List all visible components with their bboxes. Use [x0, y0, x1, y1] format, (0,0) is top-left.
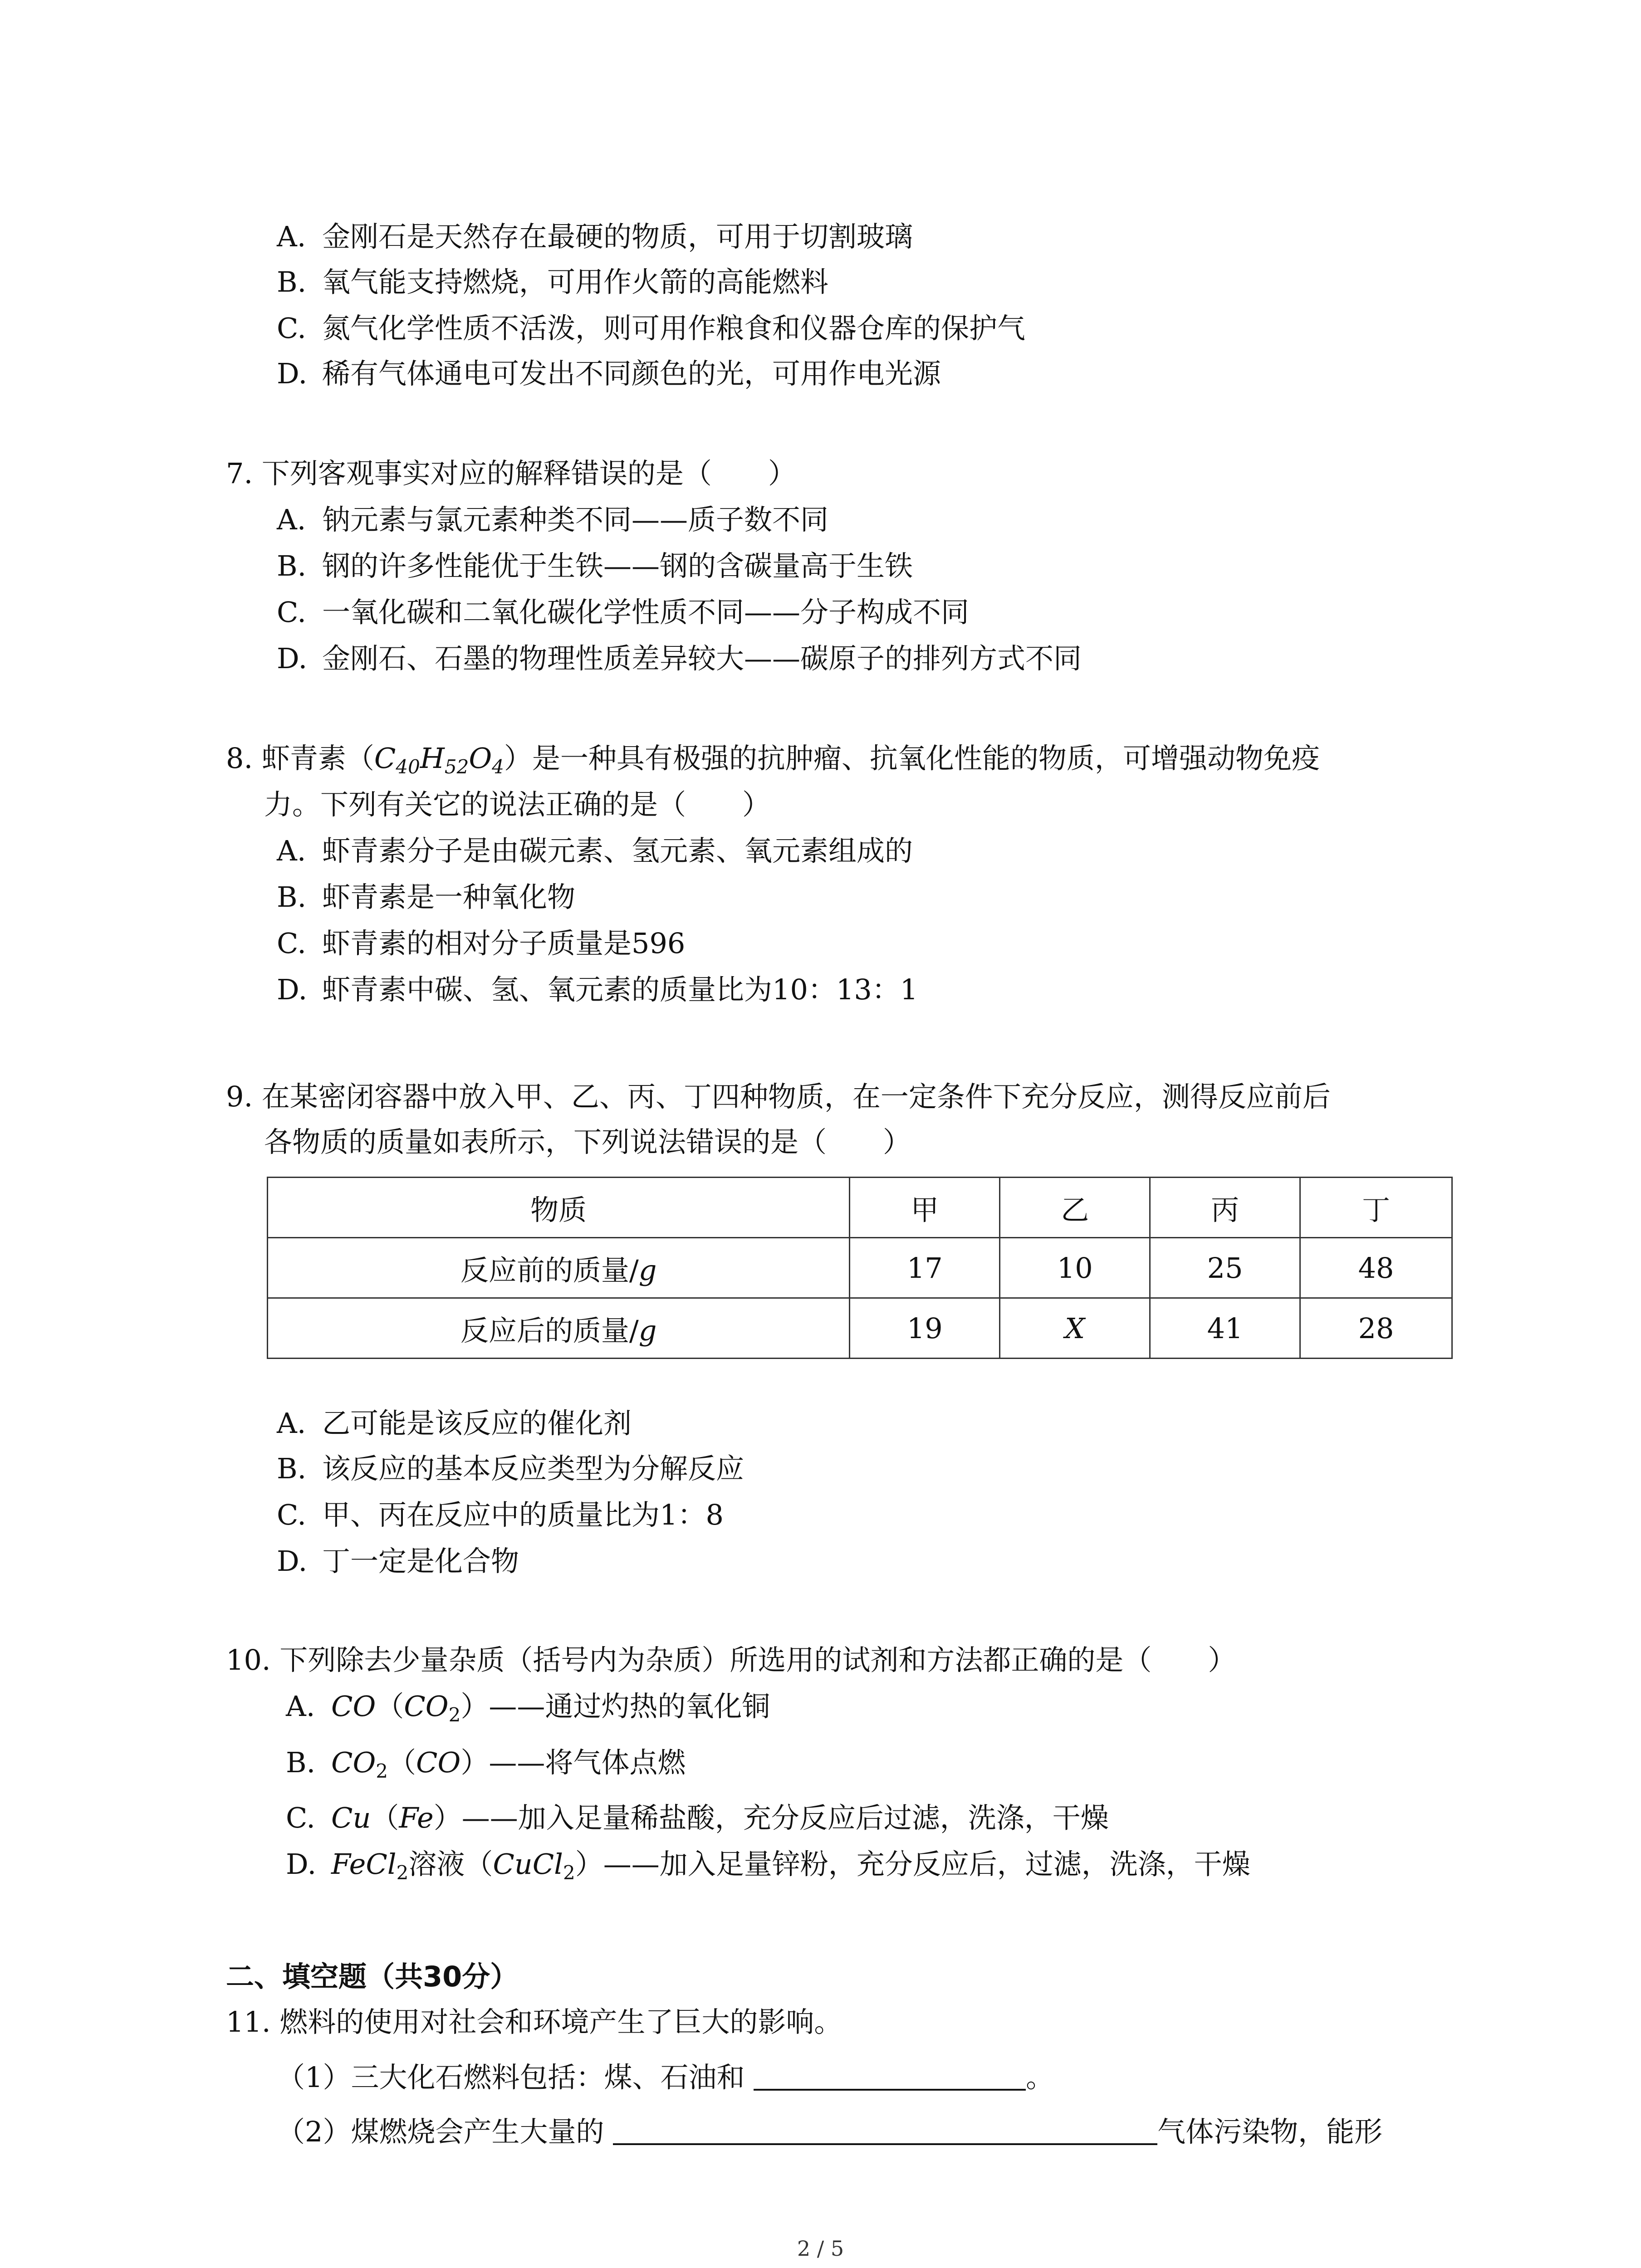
option-letter: B.	[277, 265, 307, 298]
option-text: 甲、丙在反应中的质量比为1：8	[322, 1498, 724, 1531]
q9-option-b	[277, 1451, 744, 1487]
question-text: 虾青素（	[261, 742, 374, 775]
formula: FeCl	[331, 1848, 397, 1881]
formula: CuCl	[493, 1848, 563, 1881]
option-text: 一氧化碳和二氧化碳化学性质不同——分子构成不同	[322, 596, 970, 629]
table-header-cell: 物质	[268, 1178, 850, 1238]
q7-option-a	[277, 502, 828, 538]
option-letter: D.	[277, 1545, 308, 1578]
option-text: 氮气化学性质不活泼，则可用作粮食和仪器仓库的保护气	[322, 312, 1026, 345]
formula: Fe	[399, 1801, 434, 1834]
q8-option-a	[277, 833, 913, 869]
option-text: ）——将气体点燃	[460, 1746, 686, 1779]
question-number: 9.	[226, 1080, 253, 1113]
table-row	[268, 1298, 1452, 1359]
formula: CO	[416, 1746, 461, 1779]
q10-option-a	[286, 1688, 770, 1733]
q8-option-b	[277, 879, 575, 915]
option-letter: A.	[277, 220, 306, 253]
table-cell: 10	[1000, 1238, 1150, 1298]
table-header-cell: 丁	[1300, 1178, 1452, 1238]
option-text: 金刚石是天然存在最硬的物质，可用于切割玻璃	[322, 220, 913, 253]
question-text: ）是一种具有极强的抗肿瘤、抗氧化性能的物质，可增强动物免疫	[504, 742, 1320, 775]
question-number: 8.	[226, 742, 253, 775]
formula-sub: 2	[376, 1760, 388, 1782]
table-cell: 25	[1150, 1238, 1300, 1298]
answer-blank[interactable]	[613, 2116, 1157, 2145]
table-cell: 17	[850, 1238, 1000, 1298]
option-letter: B.	[277, 880, 307, 914]
q7-option-d	[277, 640, 1082, 677]
option-text: 虾青素是一种氧化物	[322, 880, 576, 914]
option-text: 丁一定是化合物	[322, 1545, 519, 1578]
question-text: 下列客观事实对应的解释错误的是（ ）	[261, 457, 796, 490]
table-cell: 41	[1150, 1298, 1300, 1359]
q10-option-c	[286, 1800, 1109, 1836]
row-label-text: 反应后的质量/	[460, 1314, 639, 1347]
option-letter: B.	[277, 549, 307, 582]
formula: CO	[404, 1690, 449, 1723]
table-header-cell: 丙	[1150, 1178, 1300, 1238]
mass-table	[267, 1177, 1453, 1359]
q8-option-c	[277, 925, 685, 962]
question-text: 气体污染物，能形	[1157, 2115, 1383, 2148]
table-cell: 19	[850, 1298, 1000, 1359]
q6-option-c	[277, 310, 1025, 347]
option-letter: A.	[277, 1407, 306, 1440]
option-text: 乙可能是该反应的催化剂	[322, 1407, 632, 1440]
question-text: 下列除去少量杂质（括号内为杂质）所选用的试剂和方法都正确的是（ ）	[279, 1643, 1236, 1677]
option-text: 金刚石、石墨的物理性质差异较大——碳原子的排列方式不同	[322, 642, 1082, 675]
row-label-unit: g	[638, 1314, 657, 1347]
option-letter: D.	[277, 357, 308, 390]
question-text: （2）煤燃烧会产生大量的	[277, 2115, 604, 2148]
answer-blank[interactable]	[754, 2062, 1026, 2091]
q6-option-d	[277, 356, 941, 392]
option-text: 虾青素的相对分子质量是596	[322, 927, 686, 960]
formula-sub: 2	[396, 1862, 409, 1884]
q10-option-b	[286, 1745, 686, 1789]
option-letter: B.	[286, 1746, 316, 1779]
q9-stem-line1	[226, 1079, 1331, 1115]
option-text: 钠元素与氯元素种类不同——质子数不同	[322, 503, 829, 536]
table-header-cell: 乙	[1000, 1178, 1150, 1238]
q7-stem	[226, 455, 796, 492]
formula-sub: 2	[448, 1704, 461, 1726]
question-number: 10.	[226, 1643, 271, 1677]
q9-option-c	[277, 1497, 724, 1533]
formula-h-sub: 52	[444, 756, 469, 778]
question-text: 各物质的质量如表所示，下列说法错误的是（ ）	[264, 1125, 911, 1158]
section-title: 二、填空题（共30分）	[226, 1960, 519, 1993]
option-text: 稀有气体通电可发出不同颜色的光，可用作电光源	[322, 357, 941, 390]
option-letter: C.	[277, 596, 306, 629]
q10-option-d	[286, 1846, 1250, 1891]
q9-option-a	[277, 1405, 632, 1442]
option-letter: D.	[277, 642, 308, 675]
option-text: 虾青素分子是由碳元素、氢元素、氧元素组成的	[322, 834, 913, 867]
question-text: 。	[1026, 2061, 1054, 2094]
option-text: 虾青素中碳、氢、氧元素的质量比为10：13：1	[322, 973, 918, 1006]
formula-c: C	[374, 742, 396, 775]
formula-o: O	[469, 742, 492, 775]
option-text: 氧气能支持燃烧，可用作火箭的高能燃料	[322, 265, 829, 298]
q9-option-d	[277, 1543, 519, 1579]
formula-h: H	[420, 742, 445, 775]
table-cell: 28	[1300, 1298, 1452, 1359]
option-letter: B.	[277, 1452, 307, 1485]
option-letter: C.	[286, 1801, 315, 1834]
question-text: 燃料的使用对社会和环境产生了巨大的影响。	[279, 2005, 843, 2038]
q11-sub2	[277, 2114, 1382, 2150]
option-text: （	[376, 1690, 404, 1723]
question-text: 力。下列有关它的说法正确的是（ ）	[264, 788, 771, 821]
formula: CO	[331, 1746, 376, 1779]
option-letter: C.	[277, 312, 306, 345]
table-cell-unknown: X	[1000, 1298, 1150, 1359]
question-text: 在某密闭容器中放入甲、乙、丙、丁四种物质，在一定条件下充分反应，测得反应前后	[261, 1080, 1331, 1113]
formula-c-sub: 40	[396, 756, 420, 778]
question-number: 7.	[226, 457, 253, 490]
option-text: （	[388, 1746, 416, 1779]
question-text: （1）三大化石燃料包括：煤、石油和	[277, 2061, 745, 2094]
option-text: ）——加入足量稀盐酸，充分反应后过滤，洗涤，干燥	[433, 1801, 1109, 1834]
q7-option-b	[277, 548, 913, 584]
formula: CO	[331, 1690, 376, 1723]
option-letter: D.	[277, 973, 308, 1006]
option-text: 溶液（	[408, 1848, 493, 1881]
option-letter: C.	[277, 1498, 306, 1531]
q8-stem-line1	[226, 740, 1320, 785]
option-text: ）——通过灼热的氧化铜	[460, 1690, 770, 1723]
q9-stem-line2	[264, 1124, 911, 1160]
table-row	[268, 1238, 1452, 1298]
formula: Cu	[331, 1801, 371, 1834]
option-text: 钢的许多性能优于生铁——钢的含碳量高于生铁	[322, 549, 913, 582]
table-header-row	[268, 1178, 1452, 1238]
row-label-unit: g	[638, 1253, 657, 1287]
q6-option-a	[277, 219, 913, 255]
option-letter: D.	[286, 1848, 317, 1881]
option-text: （	[371, 1801, 399, 1834]
formula-sub: 2	[563, 1862, 575, 1884]
option-letter: A.	[277, 834, 306, 867]
option-text: ）——加入足量锌粉，充分反应后，过滤，洗涤，干燥	[575, 1848, 1250, 1881]
formula-o-sub: 4	[492, 756, 504, 778]
q11-sub1	[277, 2059, 1054, 2096]
table-header-cell: 甲	[850, 1178, 1000, 1238]
option-letter: A.	[277, 503, 306, 536]
q8-option-d	[277, 972, 918, 1008]
q8-stem-line2	[264, 787, 770, 823]
q7-option-c	[277, 594, 969, 631]
page-number: 2 / 5	[797, 2236, 844, 2261]
option-letter: C.	[277, 927, 306, 960]
q11-stem	[226, 2004, 842, 2040]
q10-stem	[226, 1642, 1236, 1678]
question-number: 11.	[226, 2005, 271, 2038]
table-cell: 48	[1300, 1238, 1452, 1298]
q6-option-b	[277, 264, 828, 300]
option-text: 该反应的基本反应类型为分解反应	[322, 1452, 745, 1485]
row-label-text: 反应前的质量/	[460, 1253, 639, 1287]
option-letter: A.	[286, 1690, 315, 1723]
table-row-label	[268, 1298, 850, 1359]
table-row-label	[268, 1238, 850, 1298]
